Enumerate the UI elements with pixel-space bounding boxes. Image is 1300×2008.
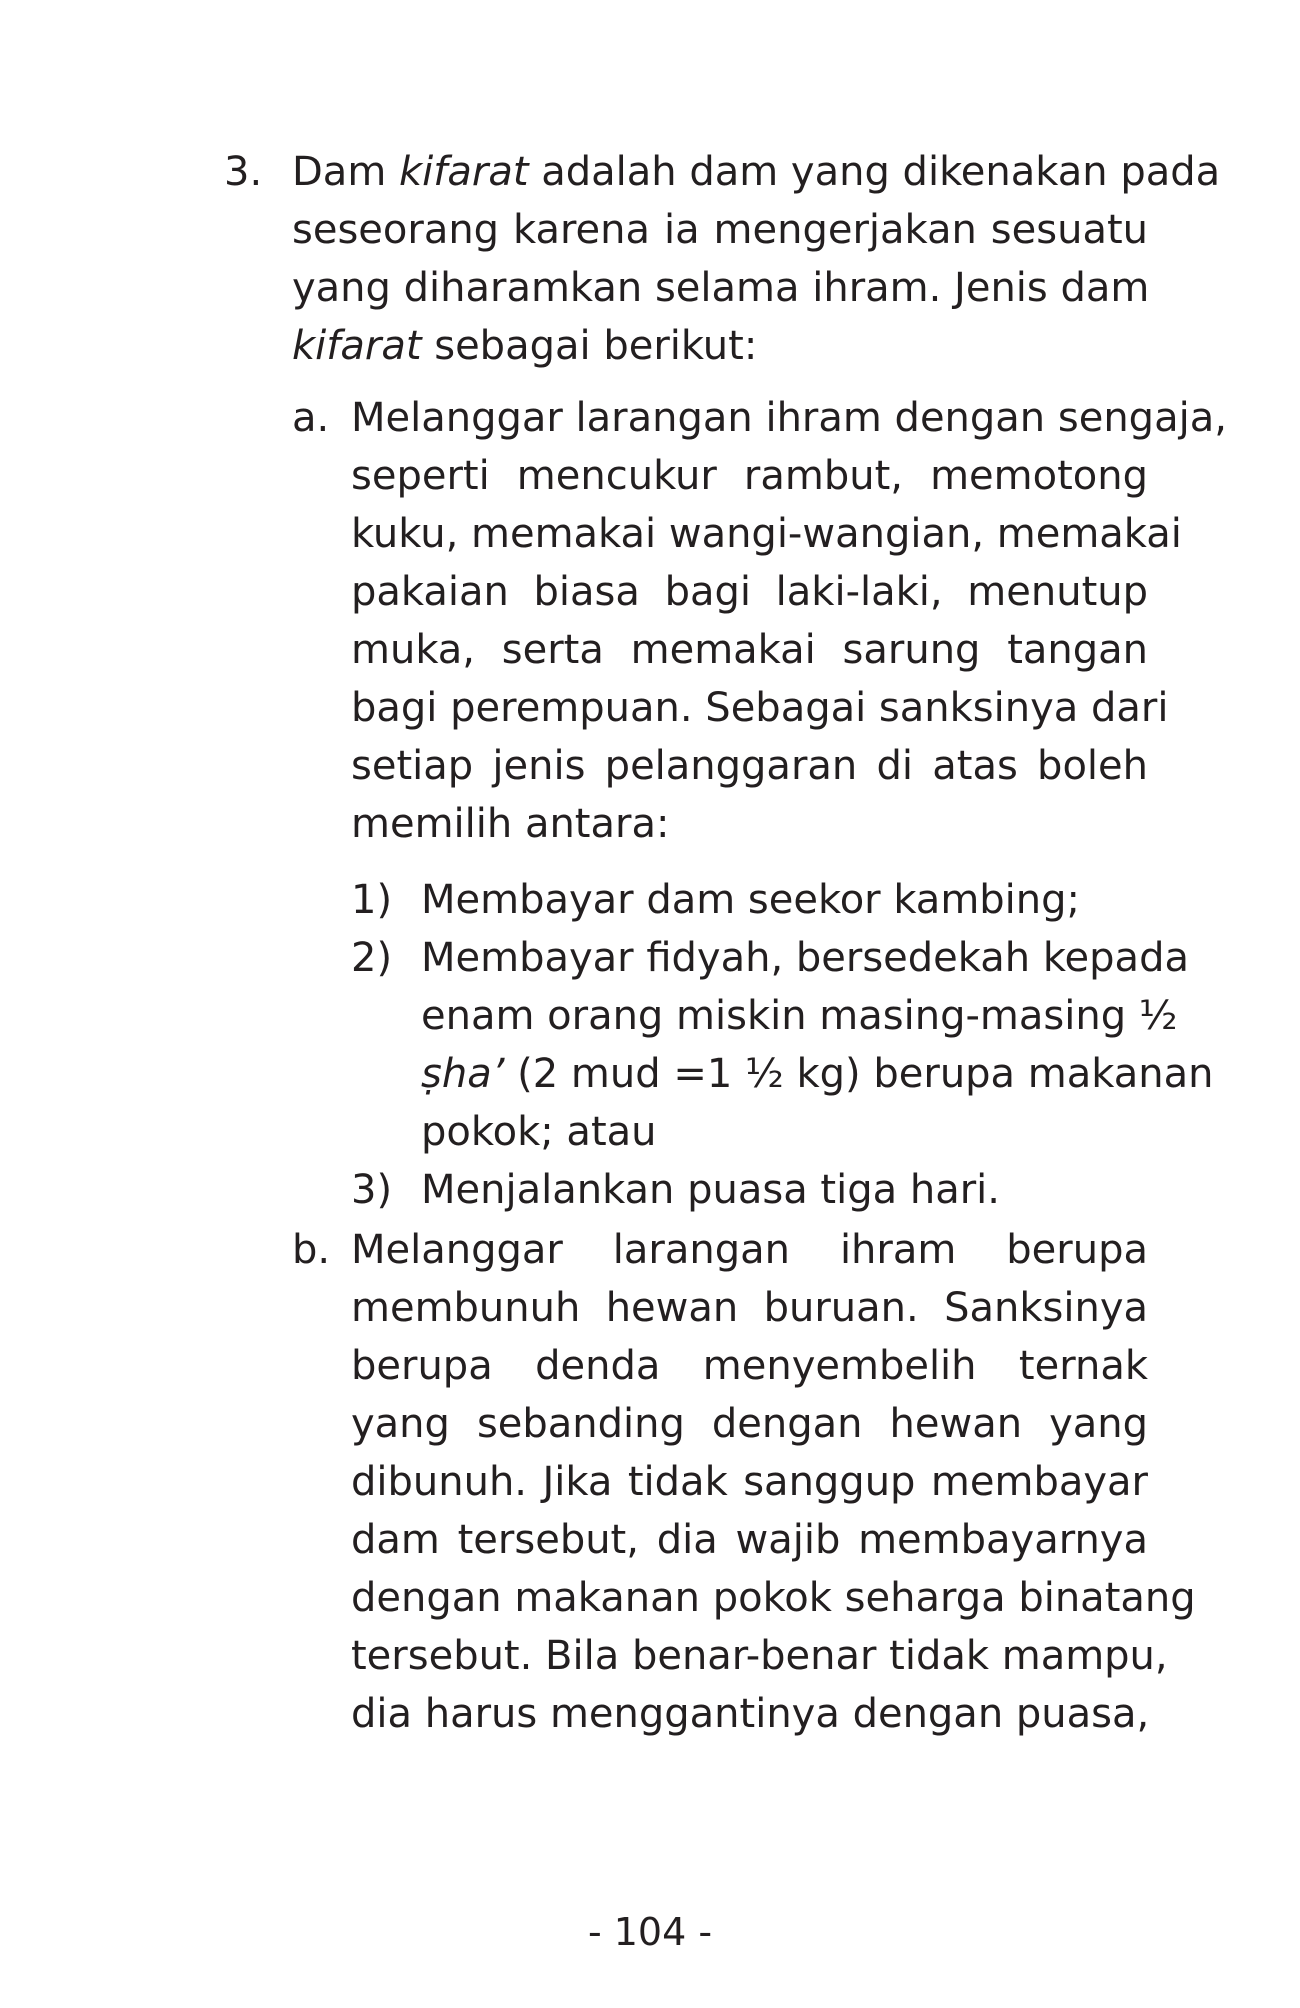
paragraph-line: yang sebanding dengan hewan yang <box>351 1401 1148 1447</box>
option-line: Menjalankan puasa tiga hari. <box>421 1167 1000 1213</box>
list-marker-3: 3. <box>224 149 263 195</box>
option-marker-3: 3) <box>351 1167 393 1213</box>
option-marker-1: 1) <box>351 877 393 923</box>
paragraph-line <box>292 320 757 372</box>
paragraph-line: seseorang karena ia mengerjakan sesuatu <box>292 207 1148 253</box>
paragraph-line: dibunuh. Jika tidak sanggup membayar <box>351 1459 1148 1505</box>
paragraph-line: Melanggar larangan ihram berupa <box>351 1227 1148 1273</box>
list-marker-a: a. <box>292 395 330 441</box>
text-run: Dam <box>292 149 399 195</box>
paragraph-line: bagi perempuan. Sebagai sanksinya dari <box>351 685 1169 731</box>
paragraph-line <box>292 146 1221 198</box>
italic-term: ṣha’ <box>421 1051 505 1097</box>
paragraph-line: seperti mencukur rambut, memotong <box>351 453 1148 499</box>
option-line <box>421 1048 1214 1100</box>
paragraph-line: berupa denda menyembelih ternak <box>351 1343 1148 1389</box>
list-marker-b: b. <box>292 1227 331 1273</box>
text-run: adalah dam yang dikenakan pada <box>528 149 1221 195</box>
paragraph-line: pakaian biasa bagi laki-laki, menutup <box>351 569 1148 615</box>
paragraph-line: dam tersebut, dia wajib membayarnya <box>351 1517 1148 1563</box>
italic-term: kifarat <box>399 149 529 195</box>
paragraph-line: kuku, memakai wangi-wangian, memakai <box>351 511 1182 557</box>
text-run: sebagai berikut: <box>421 323 758 369</box>
option-marker-2: 2) <box>351 935 393 981</box>
option-line: Membayar fidyah, bersedekah kepada <box>421 935 1189 981</box>
option-line: enam orang miskin masing-masing ½ <box>421 993 1178 1039</box>
paragraph-line: dia harus menggantinya dengan puasa, <box>351 1691 1150 1737</box>
option-line: pokok; atau <box>421 1109 657 1155</box>
paragraph-line: dengan makanan pokok seharga binatang <box>351 1575 1196 1621</box>
italic-term: kifarat <box>292 323 422 369</box>
paragraph-line: memilih antara: <box>351 801 670 847</box>
text-run: (2 mud =1 ½ kg) berupa makanan <box>504 1051 1214 1097</box>
page-number: - 104 - <box>587 1910 713 1954</box>
paragraph-line: setiap jenis pelanggaran di atas boleh <box>351 743 1148 789</box>
paragraph-line: muka, serta memakai sarung tangan <box>351 627 1148 673</box>
paragraph-line: Melanggar larangan ihram dengan sengaja, <box>351 395 1227 441</box>
paragraph-line: tersebut. Bila benar-benar tidak mampu, <box>351 1633 1168 1679</box>
paragraph-line: membunuh hewan buruan. Sanksinya <box>351 1285 1148 1331</box>
option-line: Membayar dam seekor kambing; <box>421 877 1081 923</box>
paragraph-line: yang diharamkan selama ihram. Jenis dam <box>292 265 1150 311</box>
